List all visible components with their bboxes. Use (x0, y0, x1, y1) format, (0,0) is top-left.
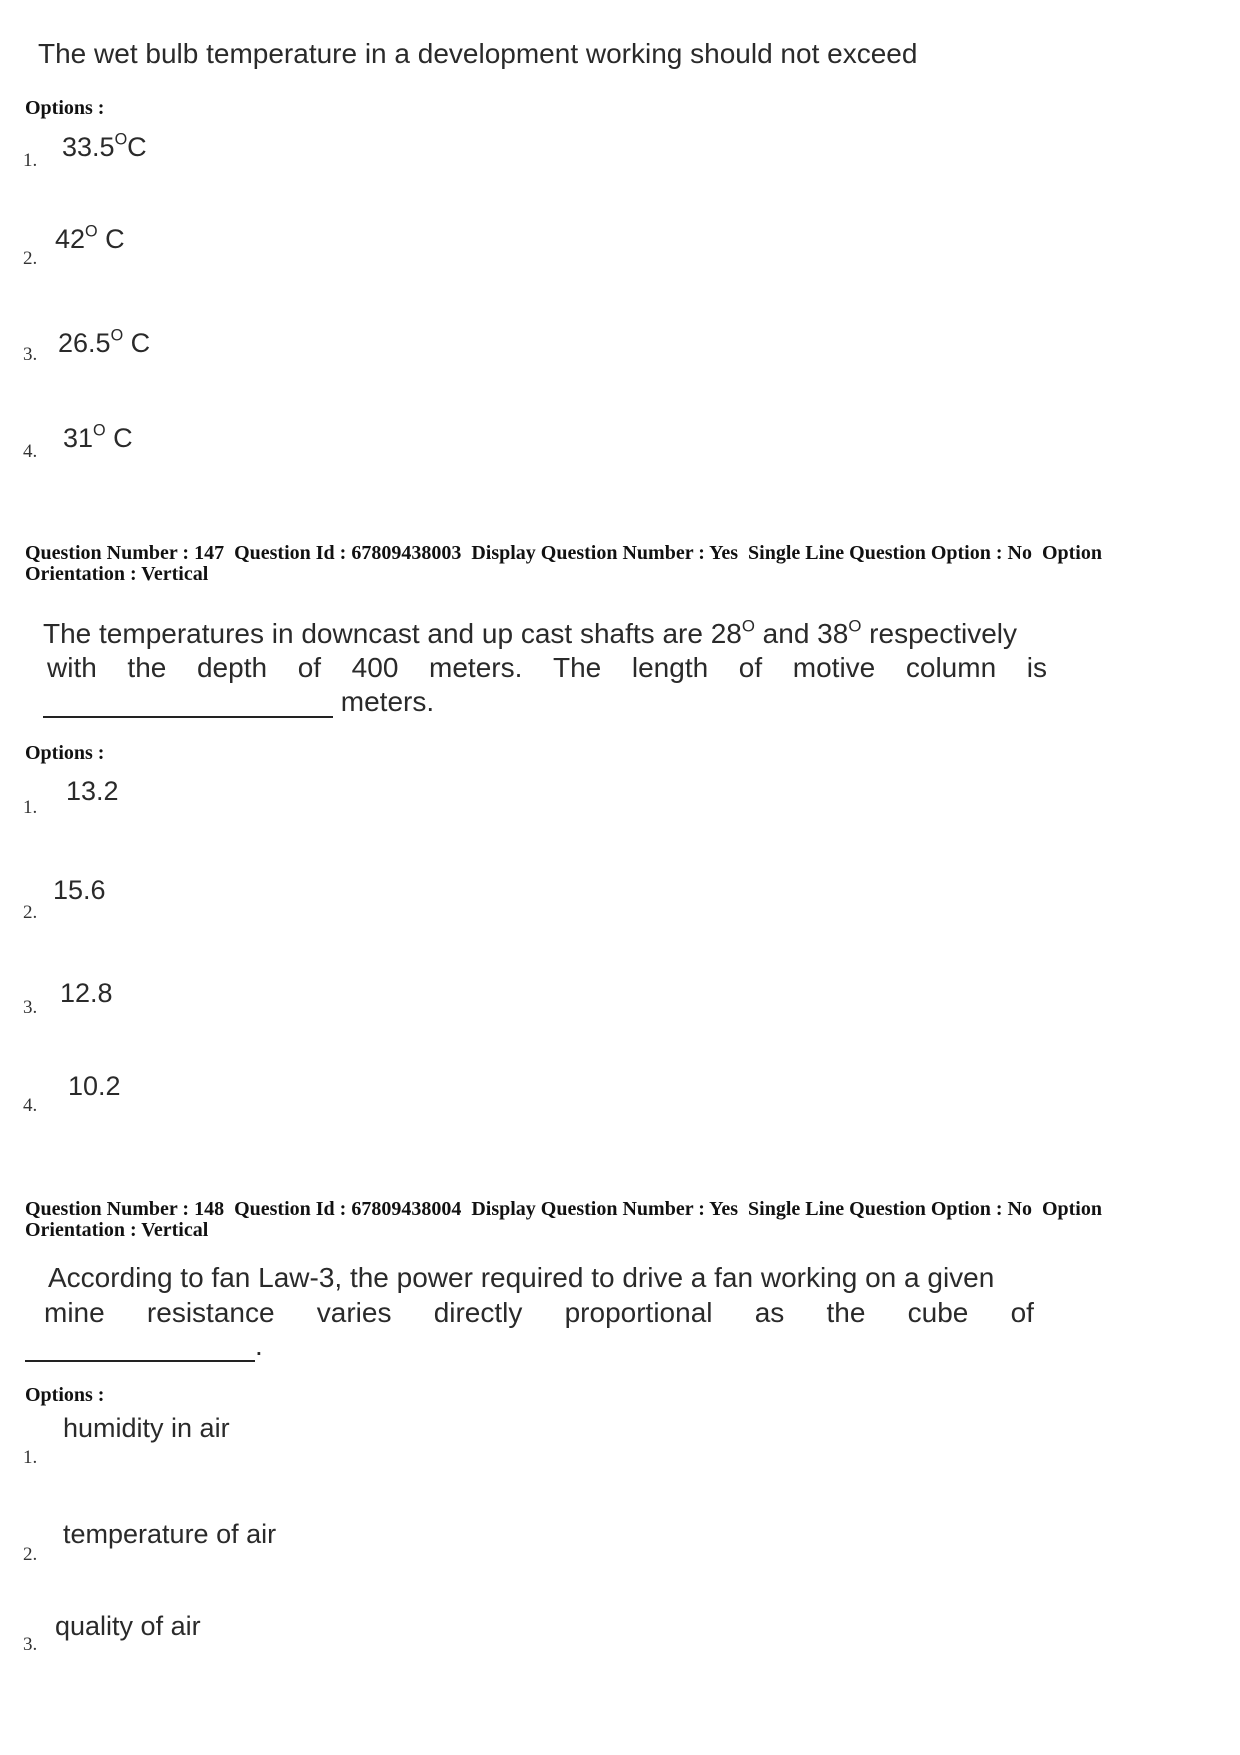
option-number: 4. (23, 441, 38, 462)
question-text-line: . (25, 1328, 263, 1362)
question-text-line: The temperatures in downcast and up cast shafts are $28^O$ and $38^O$ respectively (43, 616, 1018, 649)
option-text[interactable]: $26.5^O$ C (58, 326, 151, 358)
option-text[interactable]: $42^O$ C (55, 222, 125, 254)
options-label: Options : (25, 97, 105, 119)
question-meta-line: Question Number : 147 Question Id : 67809438003 Display Question Number : Yes Single Line Question Option : No Option (25, 542, 1102, 564)
option-number: 1. (23, 150, 38, 171)
option-text[interactable]: 13.2 (66, 776, 119, 806)
option-text[interactable]: humidity in air (63, 1413, 230, 1443)
option-number: 2. (23, 1544, 38, 1565)
question-text: The wet bulb temperature in a development working should not exceed (38, 38, 918, 69)
option-text[interactable]: $31^O$ C (63, 421, 133, 453)
option-text[interactable]: 15.6 (53, 875, 106, 905)
question-meta-line: Orientation : Vertical (25, 1219, 209, 1241)
option-number: 3. (23, 344, 38, 365)
option-text[interactable]: $33.5^OC$ (62, 130, 147, 162)
question-meta (25, 543, 1205, 585)
question-text-line: According to fan Law-3, the power required to drive a fan working on a given (48, 1262, 995, 1293)
question-meta (25, 1199, 1205, 1241)
question-meta-line: Question Number : 148 Question Id : 67809438004 Display Question Number : Yes Single Line Question Option : No Option (25, 1198, 1102, 1220)
answer-blank (43, 688, 333, 718)
option-number: 3. (23, 1634, 38, 1655)
option-text[interactable]: 10.2 (68, 1071, 121, 1101)
option-number: 3. (23, 997, 38, 1018)
option-text[interactable]: quality of air (55, 1611, 201, 1641)
options-label: Options : (25, 1384, 105, 1406)
option-number: 4. (23, 1095, 38, 1116)
question-text-line: meters. (43, 686, 434, 718)
option-number: 2. (23, 248, 38, 269)
option-number: 2. (23, 902, 38, 923)
question-meta-line: Orientation : Vertical (25, 563, 209, 585)
option-text[interactable]: temperature of air (63, 1519, 277, 1549)
answer-blank (25, 1328, 255, 1362)
question-text-line: mine resistance varies directly proportional as the cube of (44, 1297, 1034, 1328)
options-label: Options : (25, 742, 105, 764)
option-text[interactable]: 12.8 (60, 978, 113, 1008)
option-number: 1. (23, 1447, 38, 1468)
question-text-line: with the depth of 400 meters. The length of motive column is (47, 652, 1047, 683)
option-number: 1. (23, 797, 38, 818)
